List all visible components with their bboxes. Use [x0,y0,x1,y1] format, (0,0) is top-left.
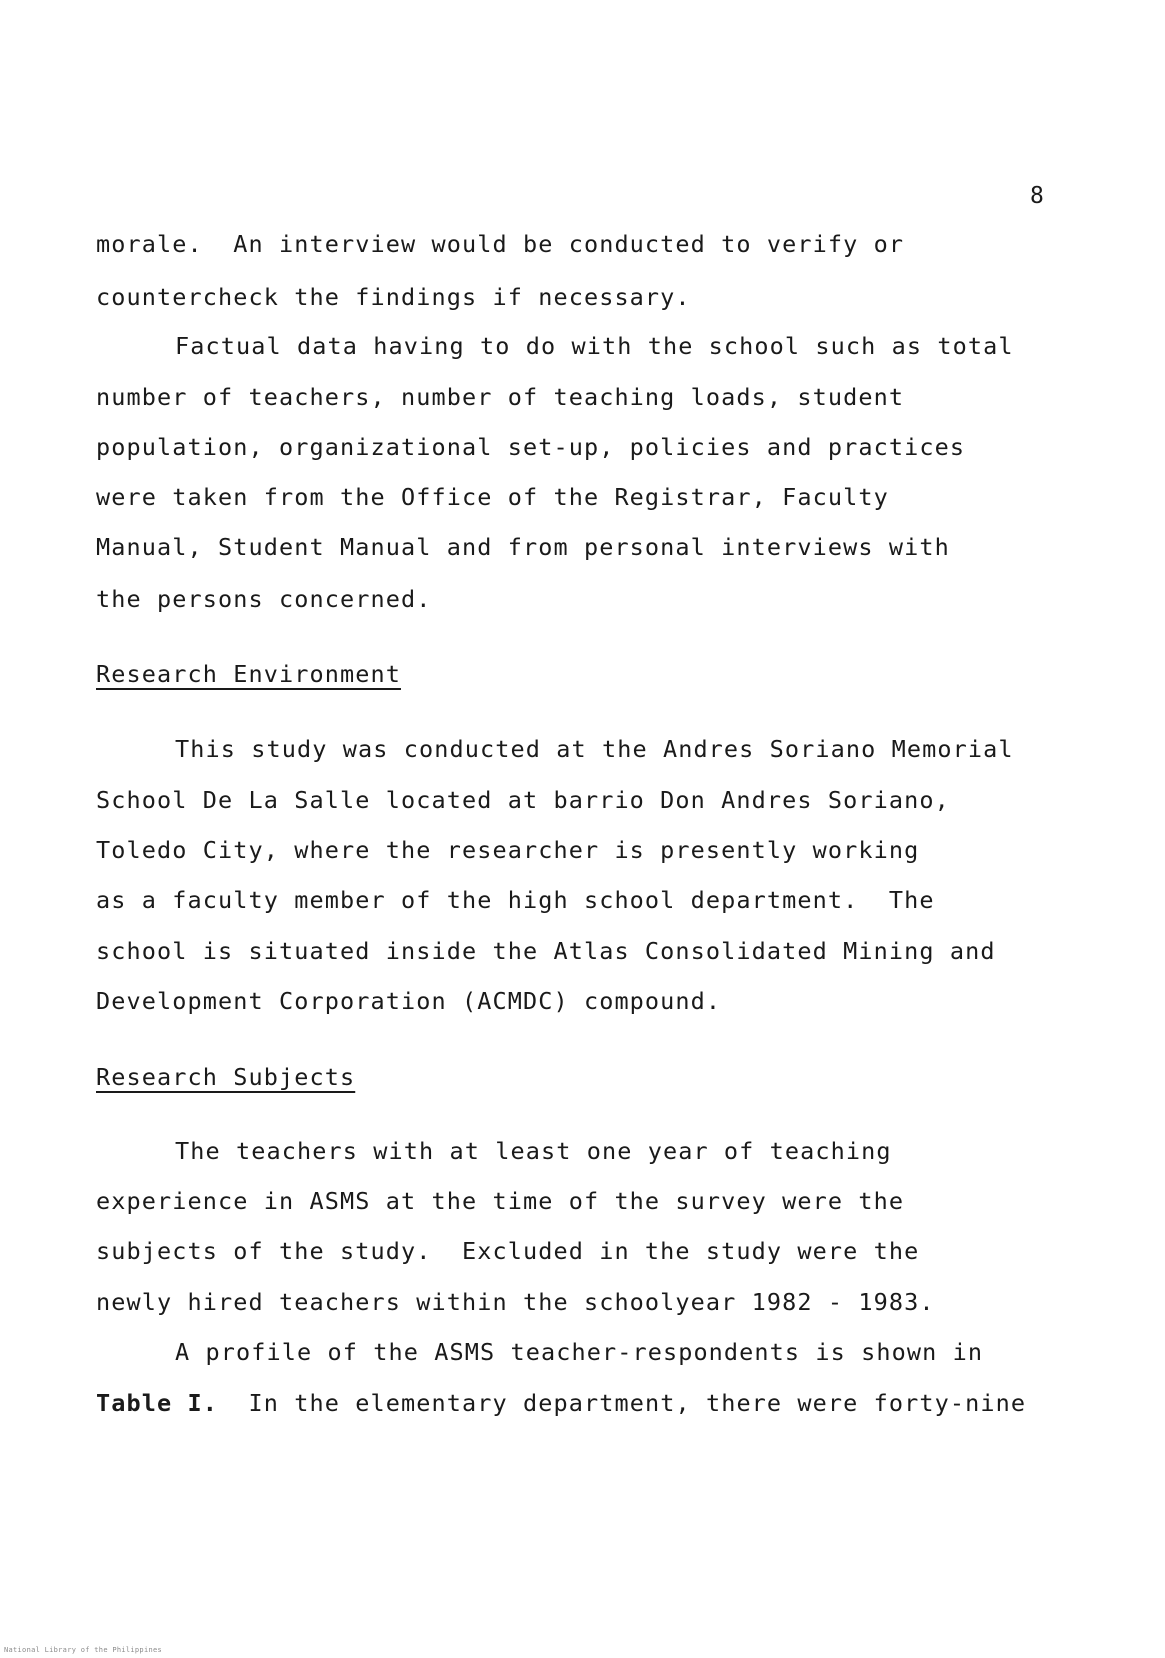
table-reference: Table I. [96,1389,218,1417]
text-line: school is situated inside the Atlas Consolidated Mining and [96,937,996,965]
text-line: Toledo City, where the researcher is presently working [96,836,920,864]
text-line: morale. An interview would be conducted to verify or [96,230,905,258]
text-line: Factual data having to do with the school such as total [175,332,1014,360]
text-line: The teachers with at least one year of teaching [175,1137,892,1165]
text-line: Manual, Student Manual and from personal interviews with [96,533,950,561]
text-line: This study was conducted at the Andres Soriano Memorial [175,735,1014,763]
text-line: Development Corporation (ACMDC) compound. [96,987,722,1015]
text-line: School De La Salle located at barrio Don Andres Soriano, [96,786,950,814]
text-line: experience in ASMS at the time of the survey were the [96,1187,905,1215]
text-line: number of teachers, number of teaching loads, student [96,383,905,411]
text-line: newly hired teachers within the schoolyear 1982 - 1983. [96,1288,935,1316]
text-line: subjects of the study. Excluded in the study were the [96,1237,920,1265]
section-heading-environment: Research Environment [96,660,401,688]
text-line: as a faculty member of the high school department. The [96,886,935,914]
page-number: 8 [1030,183,1045,209]
text-line: countercheck the findings if necessary. [96,283,691,311]
footer-watermark: National Library of the Philippines [4,1646,163,1654]
text-line [96,1389,1026,1417]
section-heading-subjects: Research Subjects [96,1063,356,1091]
text-line: A profile of the ASMS teacher-respondents is shown in [175,1338,984,1366]
text-line: were taken from the Office of the Registrar, Faculty [96,483,889,511]
text-span: In the elementary department, there were forty-nine [218,1389,1027,1417]
text-line: population, organizational set-up, policies and practices [96,433,966,461]
text-line: the persons concerned. [96,585,432,613]
